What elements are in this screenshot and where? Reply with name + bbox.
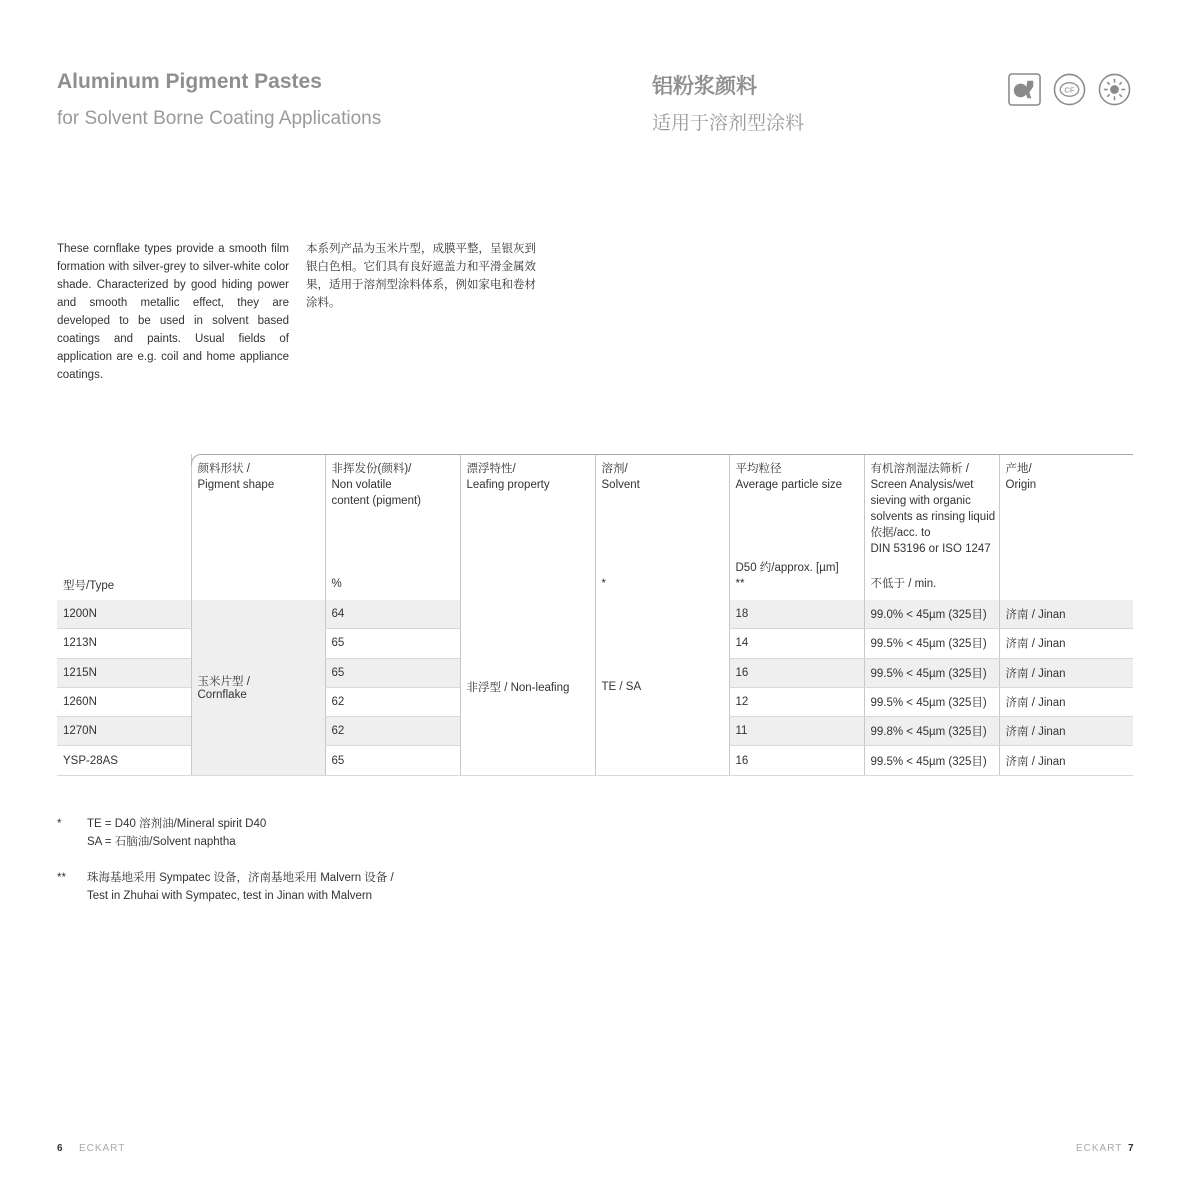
header-type-label: 型号/Type: [63, 580, 115, 592]
cell-leafing: 非浮型 / Non-leafing: [460, 600, 595, 775]
header-origin: [999, 454, 1133, 600]
cell-screen-analysis: 99.8% < 45µm (325目): [864, 717, 999, 746]
header-ps-line2: Average particle size: [735, 479, 843, 491]
header-non-volatile: [325, 454, 460, 600]
cell-particle-size: 16: [729, 746, 864, 775]
cell-screen-analysis: 99.5% < 45µm (325目): [864, 629, 999, 658]
header-solv-line1: 溶剂/: [601, 463, 628, 475]
cell-particle-size: 18: [729, 600, 864, 629]
cell-type: 1213N: [57, 629, 191, 658]
cell-type: 1200N: [57, 600, 191, 629]
cell-type: 1270N: [57, 717, 191, 746]
cell-type: 1260N: [57, 687, 191, 716]
cell-screen-analysis: 99.5% < 45µm (325目): [864, 687, 999, 716]
cell-origin: 济南 / Jinan: [999, 658, 1133, 687]
cell-screen-analysis: 99.5% < 45µm (325目): [864, 746, 999, 775]
footnote-1a: TE = D40 溶剂油/Mineral spirit D40: [87, 818, 267, 830]
header-ps-line1: 平均粒径: [735, 463, 782, 475]
shape-line2: Cornflake: [197, 689, 247, 702]
header-nv-line3: content (pigment): [331, 495, 421, 507]
footnote-2b: Test in Zhuhai with Sympatec, test in Jinan with Malvern: [87, 890, 373, 902]
table-header-row: [57, 454, 1133, 600]
header-nv-line2: Non volatile: [331, 479, 392, 491]
table-row: [57, 600, 1133, 629]
product-table: [57, 454, 1133, 776]
cell-particle-size: 16: [729, 658, 864, 687]
page-subtitle-en: for Solvent Borne Coating Applications: [57, 108, 382, 129]
cell-origin: 济南 / Jinan: [999, 629, 1133, 658]
footnote-1b: SA = 石脑油/Solvent naphtha: [87, 836, 236, 848]
page-number-left: 6: [57, 1143, 63, 1154]
header-nv-line1: 非挥发份(颜料)/: [331, 463, 412, 475]
cell-type: 1215N: [57, 658, 191, 687]
sun-icon: [1098, 73, 1131, 106]
cell-pigment-shape: [191, 600, 325, 775]
cell-nv: 65: [325, 658, 460, 687]
header-leaf-line2: Leafing property: [466, 479, 550, 491]
header-pigment-shape: [191, 454, 325, 600]
header-sa-line5: 依据/acc. to: [870, 527, 931, 539]
header-solvent: [595, 454, 729, 600]
header-sa-line2: Screen Analysis/wet: [870, 479, 974, 491]
header-origin-line1: 产地/: [1005, 463, 1032, 475]
appliance-hand-icon: [1008, 73, 1041, 106]
cell-origin: 济南 / Jinan: [999, 717, 1133, 746]
header-screen-analysis: [864, 454, 999, 600]
shape-line1: 玉米片型 /: [197, 676, 250, 689]
footnote-mark-1: *: [57, 818, 62, 830]
header-nv-unit: %: [331, 578, 342, 590]
header-sa-unit: 不低于 / min.: [870, 578, 937, 590]
property-icons: [1008, 73, 1131, 106]
cell-particle-size: 11: [729, 717, 864, 746]
cell-particle-size: 12: [729, 687, 864, 716]
footnote-mark-2: **: [57, 872, 66, 884]
page-title-en: Aluminum Pigment Pastes: [57, 70, 322, 93]
cell-solvent: TE / SA: [595, 600, 729, 775]
header-solv-line2: Solvent: [601, 479, 640, 491]
header-particle-size: [729, 454, 864, 600]
cf-badge-icon: [1053, 73, 1086, 106]
cell-nv: 65: [325, 629, 460, 658]
cell-screen-analysis: 99.5% < 45µm (325目): [864, 658, 999, 687]
footer-brand-right: ECKART: [1076, 1143, 1123, 1154]
cell-nv: 65: [325, 746, 460, 775]
cell-particle-size: 14: [729, 629, 864, 658]
cell-nv: 62: [325, 687, 460, 716]
header-shape-line2: Pigment shape: [197, 479, 275, 491]
header-shape-line1: 颜料形状 /: [197, 463, 250, 475]
header-sa-line1: 有机溶剂湿法筛析 /: [870, 463, 969, 475]
header-type: [57, 454, 191, 600]
cell-origin: 济南 / Jinan: [999, 600, 1133, 629]
header-sa-line6: DIN 53196 or ISO 1247: [870, 543, 991, 555]
footnote-2a: 珠海基地采用 Sympatec 设备，济南基地采用 Malvern 设备 /: [87, 872, 394, 884]
cell-type: YSP-28AS: [57, 746, 191, 775]
cell-origin: 济南 / Jinan: [999, 687, 1133, 716]
header-ps-unit2: **: [735, 578, 745, 590]
intro-text-en: These cornflake types provide a smooth film formation with silver-grey to silver-white color shade. Characterized by good hiding power and smooth metallic effect, they are developed to be used in solvent based coatings and paints. Usual fields of application are e.g. coil and home appliance coatings.: [57, 243, 289, 381]
intro-text-cn: 本系列产品为玉米片型，成膜平整，呈银灰到银白色相。它们具有良好遮盖力和平滑金属效果，适用于溶剂型涂料体系，例如家电和卷材涂料。: [306, 243, 536, 309]
header-solv-unit: *: [601, 578, 606, 590]
page-title-cn: 铝粉浆颜料: [652, 75, 757, 98]
page-subtitle-cn: 适用于溶剂型涂料: [652, 113, 805, 134]
cf-badge-text: CF: [1064, 85, 1075, 95]
header-origin-line2: Origin: [1005, 479, 1037, 491]
cell-screen-analysis: 99.0% < 45µm (325目): [864, 600, 999, 629]
header-leafing: [460, 454, 595, 600]
cell-origin: 济南 / Jinan: [999, 746, 1133, 775]
cell-nv: 62: [325, 717, 460, 746]
cell-nv: 64: [325, 600, 460, 629]
header-sa-line4: solvents as rinsing liquid: [870, 511, 996, 523]
header-sa-line3: sieving with organic: [870, 495, 971, 507]
header-ps-unit1: D50 约/approx. [µm]: [735, 562, 839, 574]
footer-brand-left: ECKART: [79, 1143, 126, 1154]
page-number-right: 7: [1128, 1143, 1134, 1154]
header-leaf-line1: 漂浮特性/: [466, 463, 516, 475]
